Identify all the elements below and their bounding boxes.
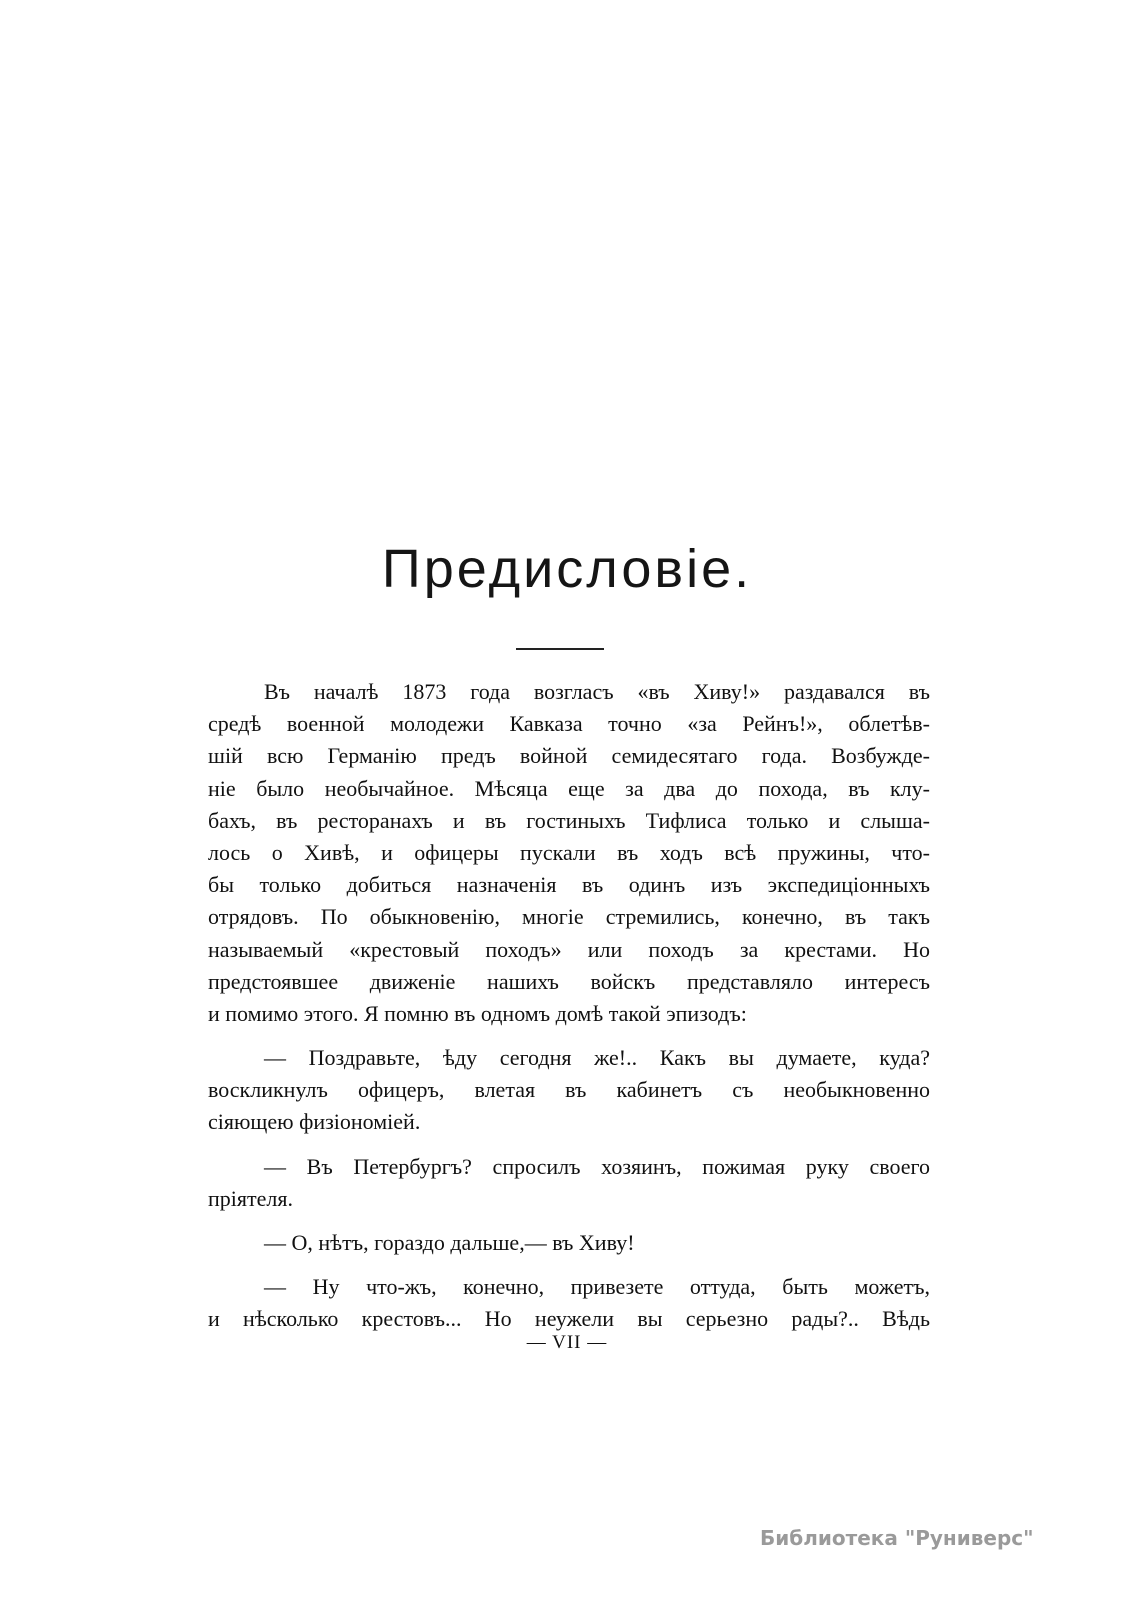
- text-line: и нѣсколько крестовъ... Но неужели вы серьезно рады?.. Вѣдь: [208, 1306, 930, 1332]
- text-line: средѣ военной молодежи Кавказа точно «за Рейнъ!», облетѣв-: [208, 711, 930, 737]
- text-line: шій всю Германію предъ войной семидесятаго года. Возбужде-: [208, 743, 930, 769]
- page-title: Предисловіе.: [381, 539, 753, 599]
- text-line: называемый «крестовый походъ» или походъ за крестами. Но: [208, 936, 930, 962]
- paragraph-2: [208, 1042, 930, 1139]
- title-divider: [516, 648, 604, 650]
- text-line: Въ началѣ 1873 года возгласъ «въ Хиву!» раздавался въ: [264, 679, 930, 704]
- text-line: — Поздравьте, ѣду сегодня же!.. Какъ вы думаете, куда?: [264, 1045, 930, 1071]
- text-line: бы только добиться назначенія въ одинъ изъ экспедиціонныхъ: [208, 872, 930, 898]
- text-line: сіяющею физіономіей.: [208, 1109, 421, 1135]
- text-line: лось о Хивѣ, и офицеры пускали въ ходъ всѣ пружины, что-: [208, 839, 930, 865]
- text-line: пріятеля.: [208, 1185, 293, 1211]
- paragraph-5: [208, 1271, 930, 1335]
- text-line: бахъ, въ ресторанахъ и въ гостиныхъ Тифлиса только и слыша-: [208, 807, 930, 833]
- paragraph-4: [208, 1227, 930, 1259]
- text-line: — Въ Петербургъ? спросилъ хозяинъ, пожимая руку своего: [264, 1153, 930, 1179]
- text-line: ніе было необычайное. Мѣсяца еще за два до похода, въ клу-: [208, 775, 930, 801]
- paragraph-1: [208, 676, 930, 1030]
- paragraph-3: [208, 1151, 930, 1215]
- text-line: — О, нѣтъ, гораздо дальше,— въ Хиву!: [264, 1230, 635, 1255]
- library-watermark: Библиотека "Руниверс": [760, 1526, 1034, 1550]
- text-line: воскликнулъ офицеръ, влетая въ кабинетъ съ необыкновенно: [208, 1077, 930, 1103]
- body-text: [208, 676, 930, 1336]
- text-line: предстоявшее движеніе нашихъ войскъ представляло интересъ: [208, 968, 930, 994]
- text-line: и помимо этого. Я помню въ одномъ домѣ такой эпизодъ:: [208, 1000, 747, 1026]
- text-line: — Ну что-жъ, конечно, привезете оттуда, быть можетъ,: [264, 1274, 930, 1300]
- text-line: отрядовъ. По обыкновенію, многіе стремились, конечно, въ такъ: [208, 904, 930, 930]
- page-number: — VII —: [526, 1332, 608, 1353]
